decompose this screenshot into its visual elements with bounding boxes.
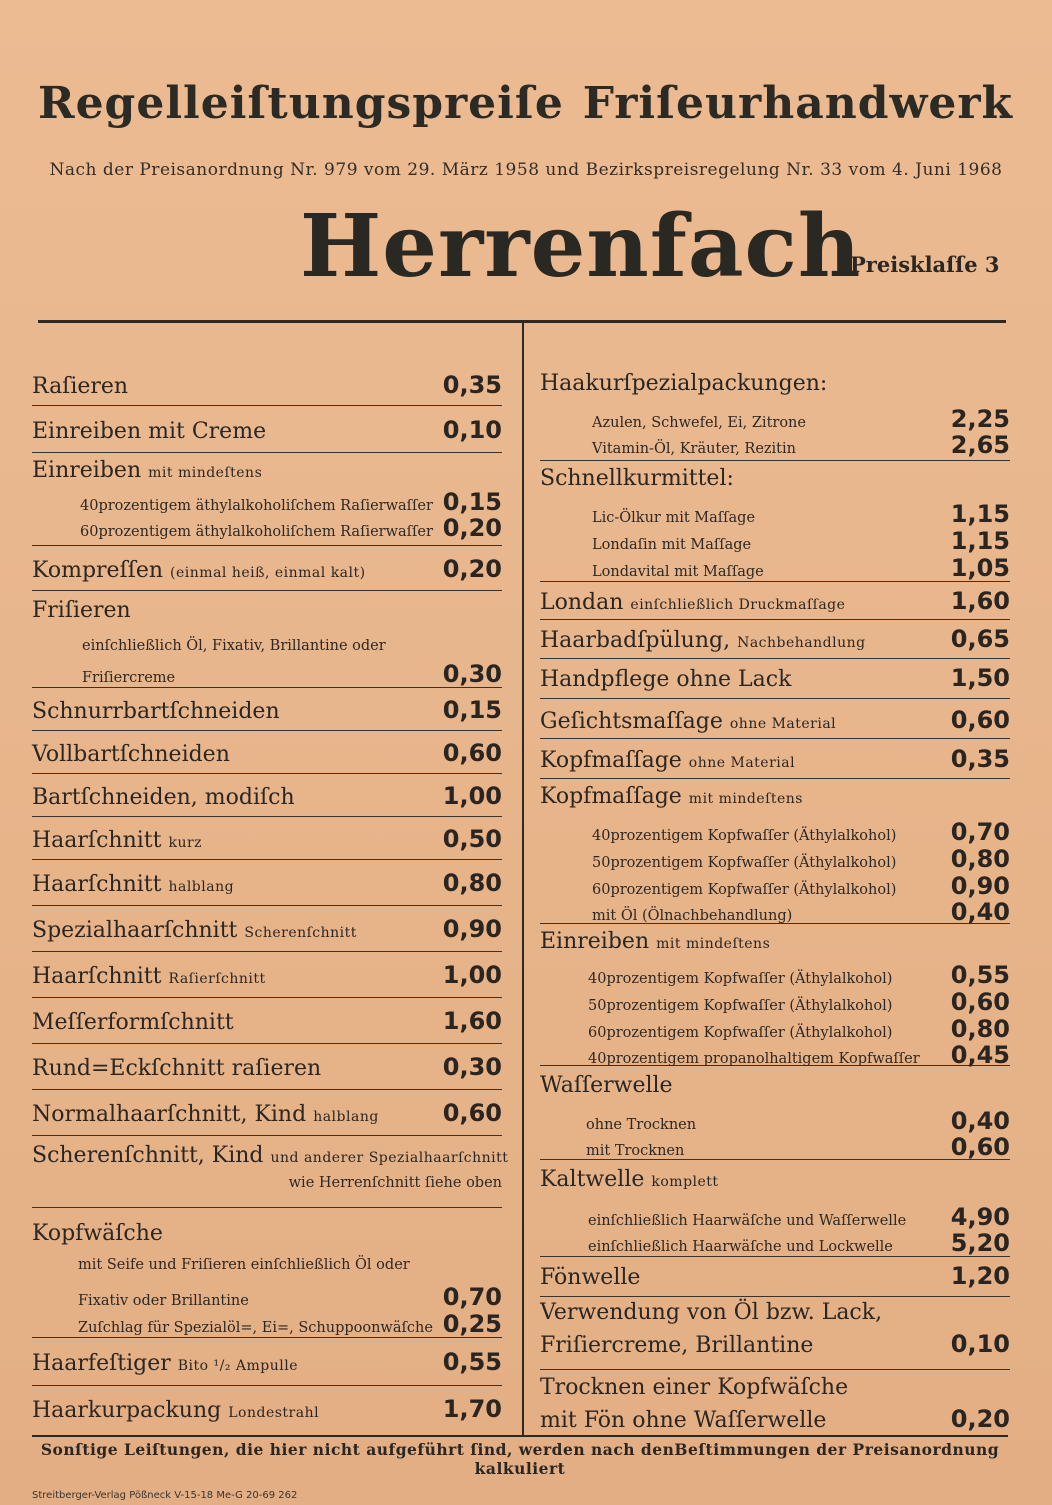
sub-label: mit Seife und Friſieren einſchließlich Öl oder <box>78 1257 410 1273</box>
entry-price: 0,35 <box>950 745 1010 773</box>
entry-label: Normalhaarſchnitt, Kind <box>32 1102 307 1127</box>
sub-price: 0,20 <box>442 514 502 542</box>
entry-label: Haarbadſpülung, <box>540 628 731 653</box>
entry-label-small: (einmal heiß, einmal kalt) <box>170 565 366 581</box>
entry-kompressen <box>32 545 502 591</box>
sub-price: 4,90 <box>950 1203 1010 1231</box>
entry-kopfwaesche <box>32 1207 502 1338</box>
sub-label: mit Trocknen <box>586 1143 685 1159</box>
entry-price: 1,60 <box>442 1007 502 1035</box>
entry-label: Einreiben <box>540 929 650 954</box>
entry-label-small: ohne Material <box>688 755 796 771</box>
sub-label: Londaſin mit Maſſage <box>592 537 752 553</box>
entry-label-small: Nachbehandlung <box>737 635 866 651</box>
entry-trocknen <box>540 1369 1010 1435</box>
sub-label: Fixativ oder Brillantine <box>78 1293 249 1309</box>
entry-label: Raſieren <box>32 374 129 399</box>
entry-verwendung <box>540 1296 1010 1370</box>
entry-normal-kind <box>32 1089 502 1136</box>
sub-price: 0,90 <box>950 872 1010 900</box>
bottom-rule <box>32 1435 1008 1437</box>
entry-rasieren <box>32 363 502 406</box>
entry-price: 1,20 <box>950 1262 1010 1290</box>
entry-label: Kopfmaſſage <box>540 748 682 773</box>
sub-label: Friſiercreme <box>82 670 176 686</box>
subtitle: Nach der Preisanordnung Nr. 979 vom 29. März 1958 und Bezirkspreisregelung Nr. 33 vom 4. Juni 1968 <box>49 160 1003 180</box>
entry-price: 0,65 <box>950 625 1010 653</box>
entry-label-small: ohne Material <box>729 716 837 732</box>
entry-label: Scherenſchnitt, Kind <box>32 1143 264 1168</box>
sub-price: 0,70 <box>442 1283 502 1311</box>
entry-price: 0,30 <box>442 660 502 688</box>
entry-einreiben <box>32 452 502 546</box>
entry-label-small: mit mindeſtens <box>688 791 803 807</box>
entry-price: 0,30 <box>442 1053 502 1081</box>
sub-price: 0,45 <box>950 1041 1010 1069</box>
entry-messerformschnitt <box>32 997 502 1044</box>
sub-price: 0,40 <box>950 898 1010 926</box>
sub-price: 0,15 <box>442 488 502 516</box>
sub-price: 0,55 <box>950 961 1010 989</box>
entry-price: 1,00 <box>442 782 502 810</box>
sub-price: 0,80 <box>950 1015 1010 1043</box>
entry-label-small: mit mindeſtens <box>148 465 263 481</box>
title-row <box>38 78 1013 129</box>
column-divider <box>522 323 524 1435</box>
entry-label: Trocknen einer Kopfwäſche <box>540 1375 849 1400</box>
sub-price: 0,40 <box>950 1107 1010 1135</box>
sub-label: 60prozentigem Kopfwaſſer (Äthylalkohol) <box>588 1025 893 1041</box>
entry-label-small: Londestrahl <box>228 1405 320 1421</box>
sub-price: 0,60 <box>950 988 1010 1016</box>
main-title: Herrenfach <box>300 196 862 297</box>
entry-label: Waſſerwelle <box>540 1073 673 1098</box>
entry-price: 0,10 <box>442 416 502 444</box>
entry-haarkurpackung <box>32 1385 502 1433</box>
entry-label: Vollbartſchneiden <box>32 742 230 767</box>
entry-label-small: Bito ¹/₂ Ampulle <box>177 1358 299 1374</box>
entry-label-small: mit mindeſtens <box>656 936 771 952</box>
entry-label: Kopfmaſſage <box>540 784 682 809</box>
sub-label: 50prozentigem Kopfwaſſer (Äthylalkohol) <box>588 998 893 1014</box>
sub-price: 1,05 <box>950 554 1010 582</box>
entry-label: Haarſchnitt <box>32 964 162 989</box>
sub-price: 0,60 <box>950 1133 1010 1161</box>
entry-price: 0,15 <box>442 696 502 724</box>
entry-kaltwelle <box>540 1159 1010 1257</box>
publisher-imprint: Streitberger-Verlag Pößneck V-15-18 Me-G 20-69 262 <box>32 1490 298 1501</box>
entry-price: 0,20 <box>442 555 502 583</box>
sub-label: einſchließlich Öl, Fixativ, Brillantine oder <box>82 638 386 654</box>
entry-spezialhaarschnitt <box>32 905 502 952</box>
entry-haarschnitt-halblang <box>32 859 502 906</box>
entry-price: 0,20 <box>950 1405 1010 1433</box>
entry-label: Kaltwelle <box>540 1167 645 1192</box>
entry-label-small: komplett <box>651 1174 719 1190</box>
entry-vollbart <box>32 730 502 774</box>
sub-label: Vitamin-Öl, Kräuter, Rezitin <box>592 441 796 457</box>
entry-handpflege <box>540 658 1010 699</box>
entry-haarschnitt-rasier <box>32 951 502 998</box>
entry-label: Spezialhaarſchnitt <box>32 918 238 943</box>
entry-label-small: Scherenſchnitt <box>244 925 357 941</box>
entry-price: 0,50 <box>442 825 502 853</box>
entry-label: Haarſchnitt <box>32 872 162 897</box>
entry-label: Haarfeſtiger <box>32 1351 171 1376</box>
entry-kopfmassage <box>540 738 1010 779</box>
entry-label-small: halblang <box>168 879 235 895</box>
entry-label: Londan <box>540 590 624 615</box>
entry-price: 0,90 <box>442 915 502 943</box>
entry-price: 1,00 <box>442 961 502 989</box>
entry-label: Einreiben mit Creme <box>32 419 267 444</box>
entry-label-small: halblang <box>313 1109 379 1125</box>
footer-note: Sonſtige Leiſtungen, die hier nicht aufgeführt ſind, werden nach denBeſtimmungen der Preisanordnung kalkuliert <box>40 1440 1000 1478</box>
entry-haarbadspuelung <box>540 619 1010 659</box>
entry-label: Haakurſpezialpackungen: <box>540 371 828 396</box>
entry-rund-eck <box>32 1043 502 1090</box>
entry-einreiben-right <box>540 923 1010 1069</box>
price-class-label: Preisklaſſe 3 <box>850 252 1000 277</box>
sub-label: Zuſchlag für Spezialöl=, Ei=, Schuppoonwäſche <box>78 1320 433 1336</box>
sub-label: Londavital mit Maſſage <box>592 564 764 580</box>
entry-label: Einreiben <box>32 458 142 483</box>
sub-label: wie Herrenſchnitt ſiehe oben <box>288 1175 502 1191</box>
entry-price: 0,60 <box>442 1099 502 1127</box>
sub-label: 40prozentigem äthylalkoholiſchem Raſierwaſſer <box>80 498 433 514</box>
entry-label-small: Raſierſchnitt <box>168 971 266 987</box>
entry-label: Kopfwäſche <box>32 1221 163 1246</box>
entry-label: Schnellkurmittel: <box>540 466 734 491</box>
entry-wasserwelle <box>540 1065 1010 1160</box>
entry-price: 1,70 <box>442 1395 502 1423</box>
entry-frisieren <box>32 590 502 688</box>
entry-label: Schnurrbartſchneiden <box>32 699 280 724</box>
sub-price: 0,80 <box>950 845 1010 873</box>
entry-label: Haarkurpackung <box>32 1398 222 1423</box>
entry-haarschnitt-kurz <box>32 816 502 860</box>
entry-price: 0,35 <box>442 371 502 399</box>
sub-label: 40prozentigem Kopfwaſſer (Äthylalkohol) <box>592 828 897 844</box>
sub-label: einſchließlich Haarwäſche und Lockwelle <box>588 1239 893 1255</box>
sub-price: 0,25 <box>442 1310 502 1338</box>
entry-bart-modisch <box>32 773 502 817</box>
entry-label: Fönwelle <box>540 1265 641 1290</box>
sub-label: 40prozentigem Kopfwaſſer (Äthylalkohol) <box>588 971 893 987</box>
sub-label: einſchließlich Haarwäſche und Waſſerwelle <box>588 1213 907 1229</box>
entry-gesichtsmassage <box>540 698 1010 739</box>
entry-londan <box>540 581 1010 620</box>
sub-price: 2,65 <box>950 431 1010 459</box>
entry-price: 0,55 <box>442 1348 502 1376</box>
entry-price: 0,10 <box>950 1330 1010 1358</box>
entry-price: 0,60 <box>442 739 502 767</box>
entry-label-small: und anderer Spezialhaarſchnitt <box>270 1150 509 1166</box>
entry-price: 1,50 <box>950 664 1010 692</box>
sub-label: mit Öl (Ölnachbehandlung) <box>592 908 793 924</box>
entry-price: 0,80 <box>442 869 502 897</box>
entry-spezialpackungen <box>540 363 1010 461</box>
entry-label: Rund=Eckſchnitt raſieren <box>32 1056 322 1081</box>
entry-kopfmassage-mit <box>540 778 1010 924</box>
entry-label-small: kurz <box>168 835 203 851</box>
entry-label: Verwendung von Öl bzw. Lack, <box>540 1300 883 1325</box>
entry-foenwelle <box>540 1256 1010 1297</box>
entry-einreiben-creme <box>32 405 502 453</box>
sub-price: 1,15 <box>950 500 1010 528</box>
sub-price: 2,25 <box>950 405 1010 433</box>
sub-label: 50prozentigem Kopfwaſſer (Äthylalkohol) <box>592 855 897 871</box>
entry-label: Handpflege ohne Lack <box>540 667 792 692</box>
entry-schnellkurmittel <box>540 460 1010 582</box>
entry-haarfestiger <box>32 1337 502 1386</box>
sub-label: Azulen, Schwefel, Ei, Zitrone <box>592 415 806 431</box>
entry-schnurrbart <box>32 687 502 731</box>
entry-scheren-kind <box>32 1135 509 1208</box>
entry-label-2: Friſiercreme, Brillantine <box>540 1333 814 1358</box>
sub-price: 5,20 <box>950 1229 1010 1257</box>
sub-label: 60prozentigem äthylalkoholiſchem Raſierwaſſer <box>80 524 433 540</box>
entry-label: Geſichtsmaſſage <box>540 709 723 734</box>
entry-label: Haarſchnitt <box>32 828 162 853</box>
entry-label: Kompreſſen <box>32 558 164 583</box>
sub-price: 0,70 <box>950 818 1010 846</box>
sub-label: 40prozentigem propanolhaltigem Kopfwaſſer <box>588 1051 920 1067</box>
entry-label: Bartſchneiden, modiſch <box>32 785 295 810</box>
entry-label-small: einſchließlich Druckmaſſage <box>630 597 846 613</box>
entry-label-2: mit Fön ohne Waſſerwelle <box>540 1408 827 1433</box>
entry-label: Friſieren <box>32 598 131 623</box>
sub-price: 1,15 <box>950 527 1010 555</box>
title-left: Regelleiſtungspreiſe <box>38 78 564 129</box>
title-right: Friſeurhandwerk <box>582 78 1013 129</box>
sub-label: ohne Trocknen <box>586 1117 697 1133</box>
entry-label: Meſſerformſchnitt <box>32 1010 234 1035</box>
sub-label: Lic-Ölkur mit Maſſage <box>592 510 756 526</box>
entry-price: 1,60 <box>950 587 1010 615</box>
sub-label: 60prozentigem Kopfwaſſer (Äthylalkohol) <box>592 882 897 898</box>
entry-price: 0,60 <box>950 706 1010 734</box>
